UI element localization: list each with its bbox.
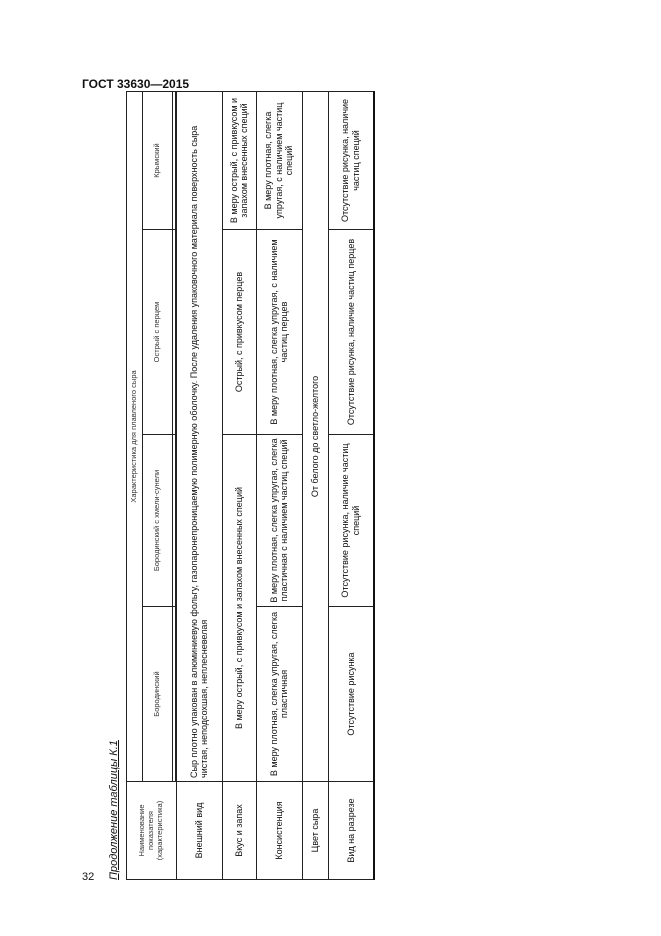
header-indicator: Наименование показателя (характеристика) <box>127 782 177 880</box>
header-col-2: Бородинский с хмели-сунели <box>143 435 173 607</box>
consistency-value-col-1: В меру плотная, слегка упругая, слегка пластичная <box>256 607 302 782</box>
row-name-cut: Вид на разрезе <box>328 782 374 880</box>
characteristics-table <box>126 91 375 880</box>
table-row <box>328 91 374 879</box>
header-group: Характеристика для плавленого сыра <box>127 91 143 781</box>
cut-value-col-4: Отсутствие рисунка, наличие частиц специй <box>328 91 374 229</box>
row-name-appearance: Внешний вид <box>176 782 222 880</box>
document-header: ГОСТ 33630—2015 <box>82 77 190 91</box>
taste-value-col-4: В меру острый, с привкусом и запахом внесенных специй <box>222 91 256 229</box>
consistency-value-col-2: В меру плотная, слегка упругая, слегка пластичная с наличием частиц специй <box>256 435 302 607</box>
table-caption: Продолжение таблицы К.1 <box>108 740 120 880</box>
consistency-value-col-3: В меру плотная, слегка упругая, с наличием частиц перцев <box>256 230 302 435</box>
page-number: 32 <box>82 871 95 883</box>
row-name-color: Цвет сыра <box>302 782 328 880</box>
header-col-3: Острый с перцем <box>143 230 173 435</box>
row-name-taste: Вкус и запах <box>222 782 256 880</box>
header-col-1: Бородинский <box>143 607 173 782</box>
row-name-consistency: Консистенция <box>256 782 302 880</box>
cut-value-col-2: Отсутствие рисунка, наличие частиц специй <box>328 435 374 607</box>
table-row <box>222 91 256 879</box>
cut-value-col-1: Отсутствие рисунка <box>328 607 374 782</box>
header-col-4: Крымский <box>143 91 173 229</box>
rotated-table-block <box>108 92 361 880</box>
appearance-value: Сыр плотно упакован в алюминиевую фольгу, газопаронепроницаемую полимерную оболочку. После удаления упаковочного материала поверхность сыра чистая, неподсохшая, неплесневелая <box>176 91 222 781</box>
cut-value-col-3: Отсутствие рисунка, наличие частиц перцев <box>328 230 374 435</box>
color-value: От белого до светло-желтого <box>302 91 328 781</box>
taste-value-col-3: Острый, с привкусом перцев <box>222 230 256 435</box>
table-row <box>256 91 302 879</box>
table-row <box>176 91 222 879</box>
consistency-value-col-4: В меру плотная, слегка упругая, с наличием частиц специй <box>256 91 302 229</box>
table-row <box>302 91 328 879</box>
taste-value-merged: В меру острый, с привкусом и запахом внесенных специй <box>222 435 256 782</box>
